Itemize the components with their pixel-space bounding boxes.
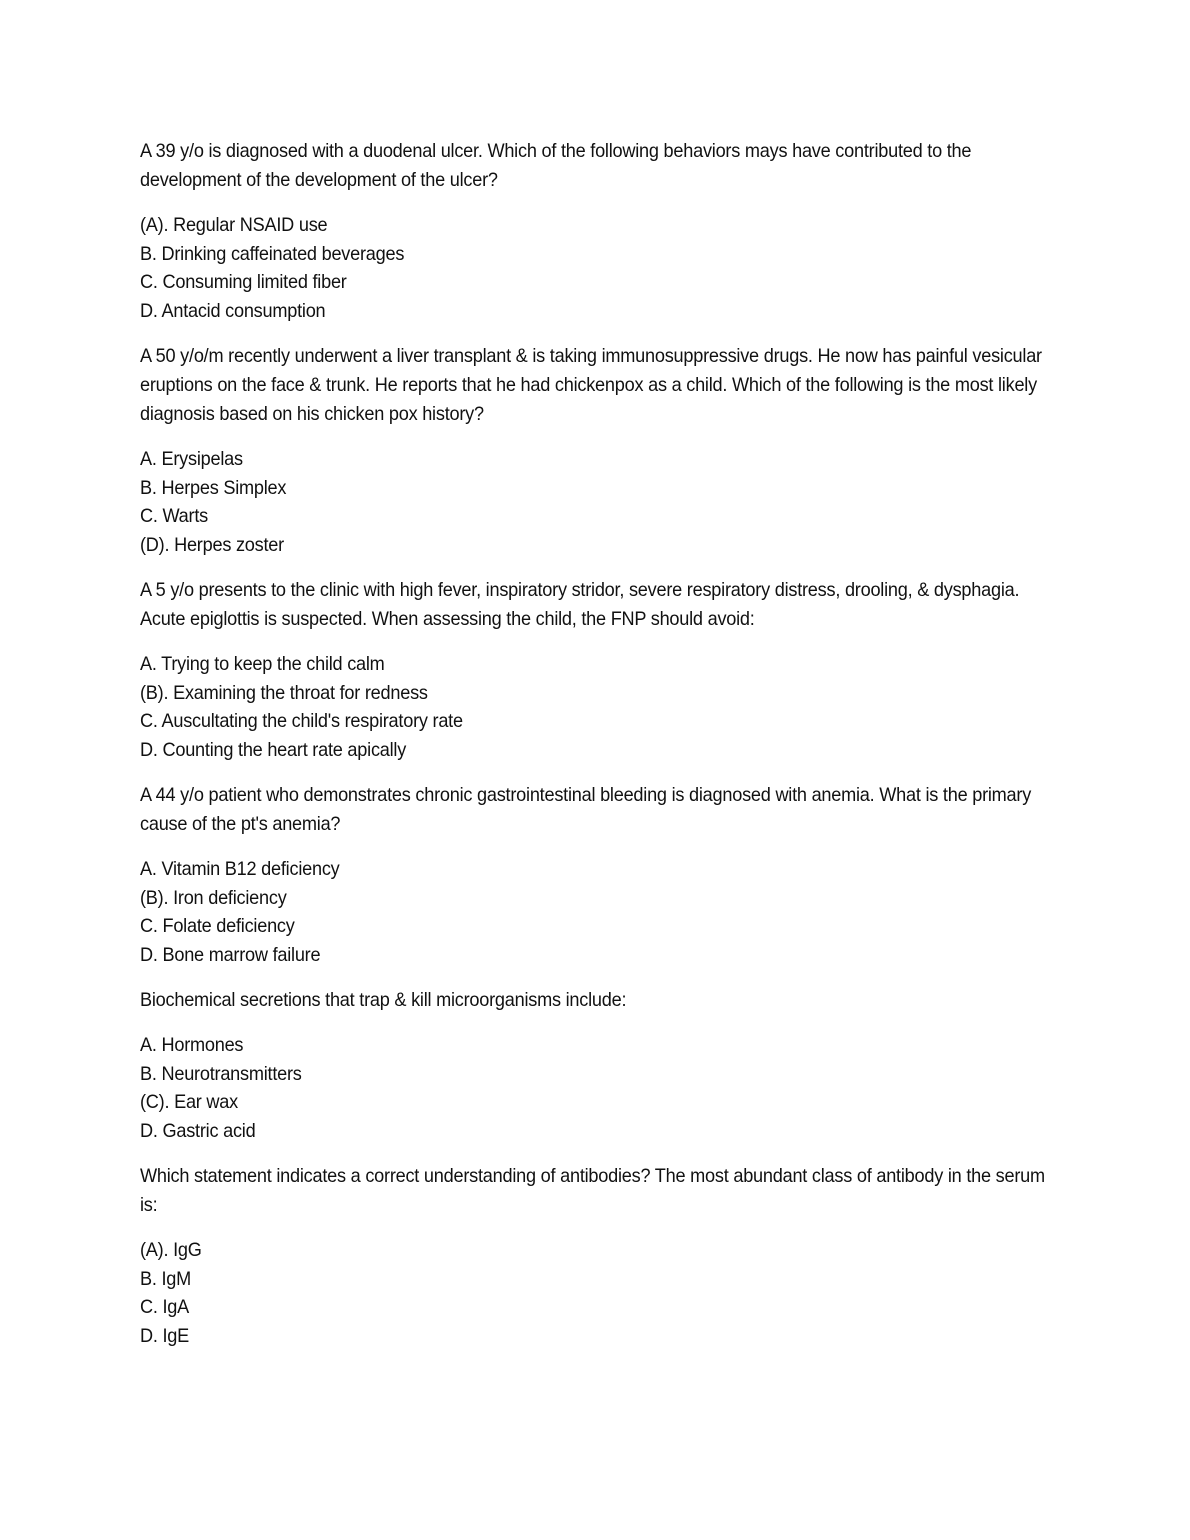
answer-option: (C). Ear wax	[140, 1091, 238, 1113]
answer-option: D. Counting the heart rate apically	[140, 738, 407, 761]
answer-option: C. IgA	[140, 1296, 189, 1318]
question-stem: A 44 y/o patient who demonstrates chronic gastrointestinal bleeding is diagnosed with anemia. What is the primary cause of the pt's anemia?	[140, 784, 1032, 835]
question-5	[140, 986, 1050, 1145]
answer-option: A. Trying to keep the child calm	[140, 653, 385, 675]
question-2	[140, 342, 1050, 559]
question-3	[140, 576, 1050, 764]
question-stem: Biochemical secretions that trap & kill microorganisms include:	[140, 989, 627, 1011]
answer-option: A. Vitamin B12 deficiency	[140, 858, 340, 880]
answer-options	[140, 1236, 1050, 1350]
answer-options	[140, 650, 1050, 764]
answer-options	[140, 855, 1050, 969]
answer-option: B. Drinking caffeinated beverages	[140, 242, 405, 265]
answer-option: C. Consuming limited fiber	[140, 271, 347, 293]
answer-option: C. Warts	[140, 505, 208, 527]
answer-option: (B). Iron deficiency	[140, 886, 287, 909]
answer-option: A. Erysipelas	[140, 448, 243, 470]
answer-option: B. IgM	[140, 1267, 192, 1290]
answer-options	[140, 211, 1050, 325]
question-1	[140, 137, 1050, 325]
question-stem: A 50 y/o/m recently underwent a liver transplant & is taking immunosuppressive drugs. He now has painful vesicular eruptions on the face & trunk. He reports that he had chickenpox as a child. Which of the following is the most likely diagnosis based on his chicken pox history?	[140, 345, 1042, 425]
answer-option: D. IgE	[140, 1324, 189, 1347]
question-stem: A 5 y/o presents to the clinic with high fever, inspiratory stridor, severe respiratory distress, drooling, & dysphagia. Acute epiglottis is suspected. When assessing the child, the FNP should avoid:	[140, 579, 1020, 630]
question-stem: Which statement indicates a correct understanding of antibodies? The most abundant class of antibody in the serum is:	[140, 1165, 1045, 1216]
question-4	[140, 781, 1050, 969]
answer-option: D. Gastric acid	[140, 1119, 256, 1142]
answer-option: (D). Herpes zoster	[140, 533, 284, 556]
answer-option: A. Hormones	[140, 1034, 244, 1056]
answer-option: D. Antacid consumption	[140, 299, 326, 322]
answer-option: C. Auscultating the child's respiratory rate	[140, 710, 463, 732]
document-page	[140, 137, 1050, 1367]
answer-options	[140, 1031, 1050, 1145]
answer-option: (B). Examining the throat for redness	[140, 681, 428, 704]
answer-option: B. Herpes Simplex	[140, 476, 287, 499]
answer-option: D. Bone marrow failure	[140, 943, 321, 966]
answer-option: C. Folate deficiency	[140, 915, 295, 937]
question-6	[140, 1162, 1050, 1350]
answer-option: (A). Regular NSAID use	[140, 214, 328, 236]
answer-option: B. Neurotransmitters	[140, 1062, 302, 1085]
question-stem: A 39 y/o is diagnosed with a duodenal ulcer. Which of the following behaviors mays have contributed to the development of the development of the ulcer?	[140, 140, 972, 191]
answer-options	[140, 445, 1050, 559]
answer-option: (A). IgG	[140, 1239, 202, 1261]
